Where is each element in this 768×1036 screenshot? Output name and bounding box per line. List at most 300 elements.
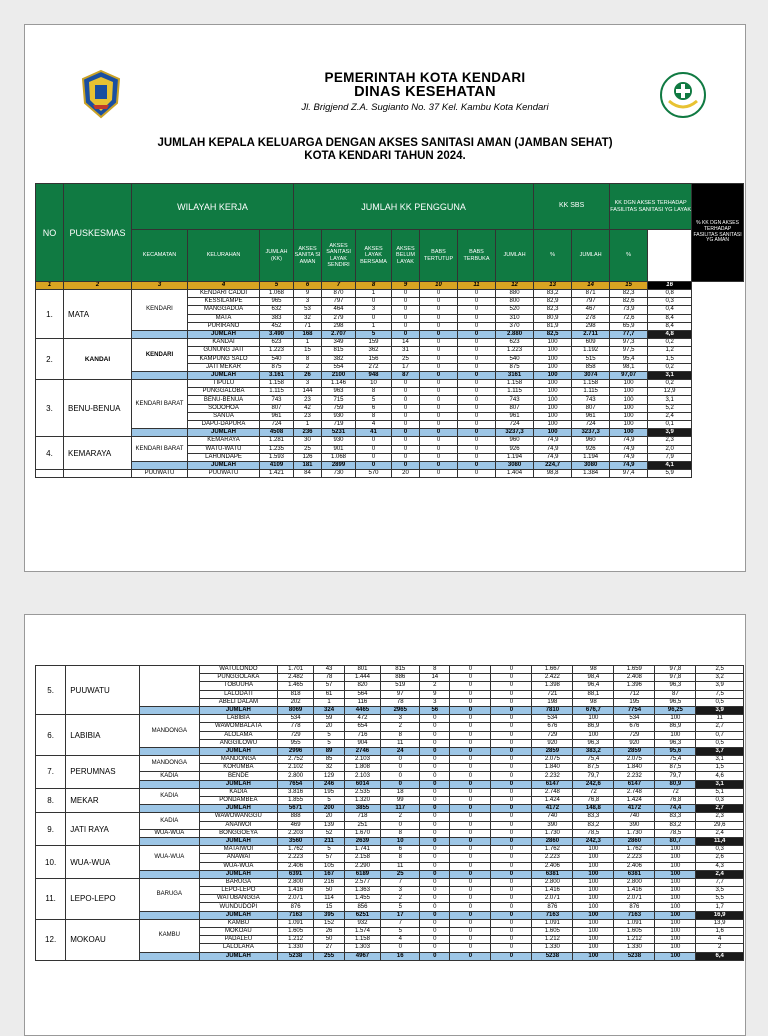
kecamatan-name: KENDARI BARAT (132, 380, 188, 429)
cell-value: 1.384 (572, 470, 610, 478)
cell-value: 1.091 (532, 919, 573, 927)
cell-value: 57 (314, 854, 344, 862)
cell-value: 100 (534, 388, 572, 396)
cell-value: 0 (420, 772, 450, 780)
cell-value: 0 (450, 952, 491, 960)
cell-value: 875 (496, 363, 534, 371)
cell-value: 100 (573, 887, 614, 895)
table-row (36, 829, 744, 837)
cell-value: 200 (314, 805, 344, 813)
cell-value: 12,9 (648, 388, 692, 396)
kecamatan-name: KENDARI BARAT (132, 437, 188, 462)
cell-value: 82,3 (534, 306, 572, 314)
kelurahan-name: TOBUUHA (200, 682, 278, 690)
cell-value: 0 (450, 715, 491, 723)
cell-value: 0 (420, 837, 450, 845)
cell-value: 72,6 (610, 314, 648, 322)
cell-value: 7163 (614, 911, 655, 919)
subtotal-row (36, 706, 744, 714)
cell-value: 1.730 (532, 829, 573, 837)
cell-value: 100 (573, 846, 614, 854)
cell-value: 0 (392, 290, 420, 298)
cell-value: 2.158 (344, 854, 381, 862)
col-kk-dgn-akses: KK DGN AKSES TERHADAP FASILITAS SANITASI YG LAYAK (610, 184, 692, 230)
cell-value: 2.752 (277, 756, 314, 764)
row-number: 7. (36, 756, 66, 789)
cell-value: 383,2 (573, 747, 614, 755)
kelurahan-name: KEMARAYA (188, 437, 260, 445)
cell-value: 2,4 (696, 829, 744, 837)
cell-value: 1.424 (614, 797, 655, 805)
table-row (36, 878, 744, 886)
kelurahan-name: MANGGADUA (188, 306, 260, 314)
cell-value: 20 (314, 723, 344, 731)
cell-value: 216 (314, 878, 344, 886)
cell-value: 0 (491, 903, 532, 911)
cell-value: 96,3 (573, 739, 614, 747)
puskesmas-name: KEMARAYA (64, 437, 132, 470)
cell-value: 0,7 (696, 731, 744, 739)
cell-value: 72 (573, 788, 614, 796)
cell-value: 875 (260, 363, 294, 371)
cell-value: 2.406 (277, 862, 314, 870)
cell-value: 759 (322, 404, 356, 412)
cell-value: 242,3 (573, 837, 614, 845)
cell-value: 1.762 (532, 846, 573, 854)
column-number: 7 (322, 282, 356, 290)
cell-value: 0 (420, 887, 450, 895)
cell-value: 7810 (532, 706, 573, 714)
cell-value: 3,1 (648, 371, 692, 379)
cell-value: 926 (496, 445, 534, 453)
cell-value: 0 (491, 772, 532, 780)
cell-value: 100 (655, 928, 696, 936)
cell-value: 3080 (496, 461, 534, 469)
kecamatan-name: KAMBU (139, 919, 199, 952)
cell-value: 1.223 (496, 347, 534, 355)
cell-value: 0 (491, 706, 532, 714)
cell-value: 807 (572, 404, 610, 412)
kelurahan-name: BENDE (200, 772, 278, 780)
cell-value: 0 (491, 846, 532, 854)
cell-value: 5 (314, 739, 344, 747)
column-number: 13 (534, 282, 572, 290)
cell-value: 76,8 (655, 797, 696, 805)
cell-value: 2100 (322, 371, 356, 379)
table-row (36, 470, 744, 478)
col-kk-pengguna: JUMLAH KK PENGGUNA (294, 184, 534, 230)
cell-value: 676,7 (573, 706, 614, 714)
cell-value: 0 (458, 330, 496, 338)
cell-value: 2.748 (614, 788, 655, 796)
sanitation-table-continued (35, 665, 744, 961)
kendari-city-emblem-icon (79, 69, 123, 119)
cell-value: 1.158 (344, 936, 381, 944)
kelurahan-name: JUMLAH (188, 330, 260, 338)
kelurahan-name: JUMLAH (188, 461, 260, 469)
cell-value: 0,8 (648, 290, 692, 298)
col-kelurahan: KELURAHAN (188, 230, 260, 282)
row-number: 4. (36, 437, 64, 470)
cell-value: 382 (322, 355, 356, 363)
kelurahan-name: LALOLARA (200, 944, 278, 952)
cell-value: 97,4 (610, 470, 648, 478)
cell-value: 1.330 (277, 944, 314, 952)
cell-value: 390 (614, 821, 655, 829)
cell-value: 98,4 (573, 674, 614, 682)
kelurahan-name: ANAIWOI (200, 821, 278, 829)
cell-value: 0 (356, 445, 392, 453)
cell-value: 2 (381, 813, 420, 821)
kelurahan-name: WATU-WATU (188, 445, 260, 453)
cell-value: 0 (491, 731, 532, 739)
cell-value: 80,9 (655, 780, 696, 788)
kecamatan-name (139, 780, 199, 788)
cell-value: 0 (491, 739, 532, 747)
cell-value: 0 (450, 690, 491, 698)
cell-value: 5 (381, 903, 420, 911)
cell-value: 97,8 (655, 666, 696, 674)
cell-value: 0 (420, 453, 458, 461)
cell-value: 960 (496, 437, 534, 445)
cell-value: 0 (420, 404, 458, 412)
cell-value: 236 (294, 429, 322, 437)
cell-value: 1.762 (614, 846, 655, 854)
kelurahan-name: LALODATI (200, 690, 278, 698)
agency-address: Jl. Brigjend Z.A. Sugianto No. 37 Kel. Kambu Kota Kendari (301, 102, 549, 113)
kelurahan-name: LEPO-LEPO (200, 887, 278, 895)
cell-value: 83,3 (655, 813, 696, 821)
cell-value: 1.235 (260, 445, 294, 453)
cell-value: 0 (420, 846, 450, 854)
cell-value: 87 (655, 690, 696, 698)
table-row (36, 290, 744, 298)
cell-value: 148,8 (573, 805, 614, 813)
column-number: 10 (420, 282, 458, 290)
cell-value: 7654 (277, 780, 314, 788)
cell-value: 89 (314, 747, 344, 755)
puskesmas-name: WUA-WUA (66, 846, 139, 879)
cell-value: 0 (392, 322, 420, 330)
cell-value: 78 (381, 698, 420, 706)
cell-value: 1.605 (614, 928, 655, 936)
cell-value: 0 (420, 944, 450, 952)
cell-value: 564 (344, 690, 381, 698)
cell-value: 0 (392, 461, 420, 469)
cell-value: 8,4 (648, 314, 692, 322)
cell-value: 0 (420, 739, 450, 747)
col-akses-pct: % (610, 230, 648, 282)
cell-value: 100 (573, 944, 614, 952)
subtotal-row (36, 747, 744, 755)
cell-value: 6381 (614, 870, 655, 878)
cell-value: 0 (420, 813, 450, 821)
cell-value: 464 (322, 306, 356, 314)
cell-value: 0 (450, 887, 491, 895)
cell-value: 15 (314, 903, 344, 911)
cell-value: 1.670 (344, 829, 381, 837)
col-akses-layak-sendiri: AKSES SANITASI LAYAK SENDIRI (322, 230, 356, 282)
cell-value: 3.816 (277, 788, 314, 796)
cell-value: 801 (344, 666, 381, 674)
cell-value: 2.748 (532, 788, 573, 796)
cell-value: 77,7 (610, 330, 648, 338)
cell-value: 86,9 (573, 723, 614, 731)
cell-value: 870 (322, 290, 356, 298)
cell-value: 623 (260, 339, 294, 347)
cell-value: 0 (458, 355, 496, 363)
kelurahan-name: KADIA (200, 788, 278, 796)
kecamatan-name (139, 747, 199, 755)
cell-value: 74,9 (610, 453, 648, 461)
cell-value: 0 (420, 461, 458, 469)
cell-value: 856 (344, 903, 381, 911)
cell-value: 0 (458, 322, 496, 330)
cell-value: 43 (314, 666, 344, 674)
cell-value: 6 (356, 404, 392, 412)
cell-value: 6,4 (696, 952, 744, 960)
cell-value: 98 (573, 666, 614, 674)
cell-value: 3855 (344, 805, 381, 813)
cell-value: 632 (260, 306, 294, 314)
cell-value: 4 (381, 936, 420, 944)
kelurahan-name: PONDAMBEA (200, 797, 278, 805)
cell-value: 0 (420, 797, 450, 805)
cell-value: 83,2 (534, 290, 572, 298)
cell-value: 520 (496, 306, 534, 314)
cell-value: 0 (491, 862, 532, 870)
cell-value: 1.416 (532, 887, 573, 895)
cell-value: 0 (420, 903, 450, 911)
col-no: NO (36, 184, 64, 282)
cell-value: 2.482 (277, 674, 314, 682)
cell-value: 5 (356, 396, 392, 404)
cell-value: 0 (420, 764, 450, 772)
subtotal-row (36, 371, 744, 379)
cell-value: 0 (450, 928, 491, 936)
cell-value: 81,9 (534, 322, 572, 330)
cell-value: 324 (314, 706, 344, 714)
cell-value: 920 (532, 739, 573, 747)
cell-value: 2,3 (696, 813, 744, 821)
cell-value: 0 (420, 928, 450, 936)
kelurahan-name: SODOHOA (188, 404, 260, 412)
cell-value: 1.192 (572, 347, 610, 355)
cell-value: 0 (458, 347, 496, 355)
table-row (36, 437, 744, 445)
cell-value: 1.455 (344, 895, 381, 903)
puskesmas-name: PUUWATU (66, 666, 139, 715)
cell-value: 0 (420, 396, 458, 404)
kelurahan-name: JUMLAH (200, 911, 278, 919)
cell-value: 472 (344, 715, 381, 723)
kelurahan-name: ABELI DALAM (200, 698, 278, 706)
cell-value: 0 (420, 870, 450, 878)
cell-value: 0 (450, 805, 491, 813)
cell-value: 117 (381, 805, 420, 813)
col-pct-akses-aman: % KK DGN AKSES TERHADAP FASILITAS SANITASI YG AMAN (692, 184, 744, 282)
cell-value: 2.800 (277, 878, 314, 886)
cell-value: 2.103 (344, 772, 381, 780)
cell-value: 3.161 (260, 371, 294, 379)
cell-value: 1.574 (344, 928, 381, 936)
cell-value: 79,7 (655, 772, 696, 780)
cell-value: 0 (450, 837, 491, 845)
cell-value: 5,1 (696, 788, 744, 796)
cell-value: 4967 (344, 952, 381, 960)
cell-value: 0 (491, 944, 532, 952)
column-number: 12 (496, 282, 534, 290)
cell-value: 100 (610, 380, 648, 388)
cell-value: 0 (450, 682, 491, 690)
cell-value: 0 (420, 470, 458, 478)
cell-value: 7,7 (696, 878, 744, 886)
cell-value: 9 (294, 290, 322, 298)
puskesmas-name: LABIBIA (66, 715, 139, 756)
cell-value: 724 (572, 421, 610, 429)
kelurahan-name: BONGGOEYA (200, 829, 278, 837)
cell-value: 0 (420, 936, 450, 944)
cell-value: 298 (572, 322, 610, 330)
column-number: 4 (188, 282, 260, 290)
cell-value: 100 (534, 371, 572, 379)
cell-value: 195 (314, 788, 344, 796)
kecamatan-name: MANDONGA (139, 756, 199, 772)
cell-value: 0,3 (696, 797, 744, 805)
cell-value: 2.232 (614, 772, 655, 780)
cell-value: 0 (450, 756, 491, 764)
cell-value: 82,9 (534, 298, 572, 306)
cell-value: 2 (381, 723, 420, 731)
cell-value: 716 (344, 731, 381, 739)
cell-value: 23 (294, 396, 322, 404)
kelurahan-name: ANAWAI (200, 854, 278, 862)
row-number: 5. (36, 666, 66, 715)
cell-value: 1.416 (614, 887, 655, 895)
cell-value: 2.232 (532, 772, 573, 780)
kecamatan-name (132, 330, 188, 338)
cell-value: 52 (314, 829, 344, 837)
cell-value: 74,9 (534, 437, 572, 445)
cell-value: 948 (356, 371, 392, 379)
cell-value: 5 (356, 330, 392, 338)
kelurahan-name: KAMBU (200, 919, 278, 927)
cell-value: 0 (381, 780, 420, 788)
cell-value: 11 (381, 739, 420, 747)
cell-value: 3 (294, 298, 322, 306)
cell-value: 2.406 (532, 862, 573, 870)
cell-value: 1.667 (532, 666, 573, 674)
cell-value: 96,4 (573, 682, 614, 690)
cell-value: 570 (356, 470, 392, 478)
cell-value: 3237,3 (572, 429, 610, 437)
cell-value: 2860 (614, 837, 655, 845)
cell-value: 1.363 (344, 887, 381, 895)
cell-value: 1.194 (496, 453, 534, 461)
cell-value: 1.808 (344, 764, 381, 772)
cell-value: 0 (491, 805, 532, 813)
cell-value: 3080 (572, 461, 610, 469)
cell-value: 0 (491, 674, 532, 682)
cell-value: 807 (496, 404, 534, 412)
cell-value: 2,5 (696, 666, 744, 674)
cell-value: 383 (260, 314, 294, 322)
puskesmas-name: MATA (64, 290, 132, 339)
cell-value: 97,5 (610, 347, 648, 355)
subtotal-row (36, 461, 744, 469)
kecamatan-name: KENDARI (132, 290, 188, 331)
cell-value: 540 (260, 355, 294, 363)
cell-value: 20 (314, 813, 344, 821)
cell-value: 100 (655, 878, 696, 886)
cell-value: 0 (420, 290, 458, 298)
cell-value: 100 (655, 936, 696, 944)
cell-value: 0 (450, 706, 491, 714)
cell-value: 2,3 (648, 437, 692, 445)
cell-value: 6147 (614, 780, 655, 788)
cell-value: 3,9 (648, 429, 692, 437)
cell-value: 534 (614, 715, 655, 723)
cell-value: 3 (356, 306, 392, 314)
table-row (36, 380, 744, 388)
cell-value: 0 (458, 363, 496, 371)
cell-value: 0 (420, 421, 458, 429)
cell-value: 7,5 (696, 690, 744, 698)
cell-value: 0 (450, 944, 491, 952)
kelurahan-name: JUMLAH (200, 747, 278, 755)
cell-value: 729 (614, 731, 655, 739)
cell-value: 0 (392, 380, 420, 388)
document-title: JUMLAH KEPALA KELUARGA DENGAN AKSES SANITASI AMAN (JAMBAN SEHAT) (157, 137, 613, 149)
cell-value: 95,4 (610, 355, 648, 363)
cell-value: 6147 (532, 780, 573, 788)
col-sbs-pct: % (534, 230, 572, 282)
puskesmas-name (64, 470, 132, 478)
cell-value: 515 (572, 355, 610, 363)
kecamatan-name (132, 429, 188, 437)
cell-value: 0 (458, 306, 496, 314)
cell-value: 65,9 (610, 322, 648, 330)
cell-value: 888 (277, 813, 314, 821)
cell-value: 0 (491, 666, 532, 674)
col-akses-layak-bersama: AKSES LAYAK BERSAMA (356, 230, 392, 282)
cell-value: 2859 (614, 747, 655, 755)
cell-value: 676 (614, 723, 655, 731)
cell-value: 0 (356, 453, 392, 461)
cell-value: 0 (491, 690, 532, 698)
cell-value: 100 (655, 903, 696, 911)
kelurahan-name: BARUGA (200, 878, 278, 886)
cell-value: 0 (491, 928, 532, 936)
cell-value: 0 (420, 347, 458, 355)
cell-value: 96,25 (655, 706, 696, 714)
cell-value: 2996 (277, 747, 314, 755)
cell-value: 1.212 (614, 936, 655, 944)
cell-value: 0,2 (648, 339, 692, 347)
cell-value: 0 (458, 388, 496, 396)
cell-value: 724 (496, 421, 534, 429)
cell-value: 0 (420, 862, 450, 870)
cell-value: 74,9 (610, 445, 648, 453)
cell-value: 4172 (532, 805, 573, 813)
kecamatan-name (139, 666, 199, 707)
cell-value: 202 (277, 698, 314, 706)
cell-value: 3,1 (696, 756, 744, 764)
cell-value: 0 (450, 919, 491, 927)
cell-value: 0 (450, 788, 491, 796)
cell-value: 211 (314, 837, 344, 845)
cell-value: 100 (573, 911, 614, 919)
